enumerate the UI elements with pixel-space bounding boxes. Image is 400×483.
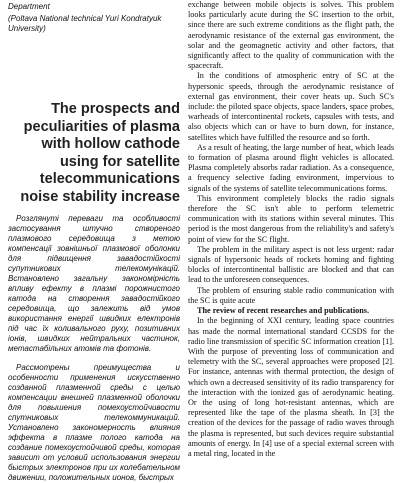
- left-column: [8, 0, 180, 482]
- body-paragraph: The problem of ensuring stable radio communication with the SC is quite acute: [188, 285, 394, 305]
- affiliation-university: (Poltava National technical Yuri Kondratyuk University): [8, 14, 162, 33]
- body-paragraph: As a result of heating, the large number of heat, which leads to formation of plasma around flight vehicles is allocated. Plasma completely absorbs radar radiation. As a consequence, a frequency selective fading environment, impervious to signals of the systems of satellite telecommunications forms.: [188, 142, 394, 193]
- body-paragraph: This environment completely blocks the radio signals therefore the SC isn't able to perform telemetric communication with its stations within several minutes. This period is the most dangerous from the reliability's and safety's point of view for the SC flight.: [188, 193, 394, 244]
- abstract-russian: Рассмотрены преимущества и особенности применения искусственно созданной плазменной среды с целью компенсации внешней плазменной оболочки для повышения помехоустойчивости спутниковых телекоммуникаций. Установлено закономерность влияния эффекта в плазме полого катода на создание помехоустойчивой среды, которая зависит от условий использования энергии быстрых электронов при их колебательном движении, положительных ионов, быстрых: [8, 363, 180, 482]
- body-paragraph: The problem in the military aspect is not less urgent: radar signals of hypersonic heads of rockets homing and fighting blocks of intercontinental ballistic are blocked and that can lead to the unforeseen consequences.: [188, 244, 394, 285]
- section-heading-review: The review of recent researches and publications.: [197, 306, 370, 316]
- body-paragraph: exchange between mobile objects is solves. This problem looks particularly acute during the SC insertion to the orbit, since there are such extreme conditions as the flight path, the aerodynamic resistance of the external gas environment, the solar and the geomagnetic activity and other factors, that significantly affect to the quality of communication with the spacecraft.: [188, 0, 394, 71]
- abstract-ukrainian: Розглянуті переваги та особливості застосування штучно створеного плазмового середовища з метою компенсації зовнішньої плазмової оболонки для підвищення завадостійкості супутникових телекомунікацій. Встановлено загальну закономірність впливу ефекту в плазмі порожнистого катода на створення завадостійкого середовища, що залежить від умов використання енергії швидких електронів під час їх коливального руху, позитивних іонів, швидких нейтральних частинок, метастабільних атомів та фотонів.: [8, 214, 180, 353]
- affiliation-department: Department: [8, 2, 50, 11]
- right-column: [188, 0, 394, 458]
- body-paragraph: In the conditions of atmospheric entry of SC at the hypersonic speeds, through the aerodynamic resistance of external gas environment, their cover heats up. Such SC's include: the piloted space objects, space landers, space probes, warheads of intercontinental rockets, capsules with tests, and also objects which can or have to burn down, for instance, satellites which have fulfilled the resource and so forth.: [188, 71, 394, 142]
- paper-title: The prospects and peculiarities of plasma with hollow cathode using for satellite telecommunications noise stability increase: [20, 101, 180, 205]
- body-paragraph: In the beginning of XXI century, leading space countries has made the normal international standard CCSDS for the radio line transmission of specific SC information creation [1]. With the purpose of preventing loss of communication and telemetry with the SC, several approaches were proposed [2]. For instance, antennas with thermal protection, the design of which own a decreased sensitivity of its radio transparency for the interaction with the ionized gas of aerodynamic heating. Or the using of long hot-resistant antennas, which are represented like the tape of the plasma sheath. In [3] the creation of the devices for the passage of radio waves through the plasma is represented, but such devices require substantial amounts of energy. In [4] use of a special external screen with a metal ring, located in the: [188, 316, 394, 458]
